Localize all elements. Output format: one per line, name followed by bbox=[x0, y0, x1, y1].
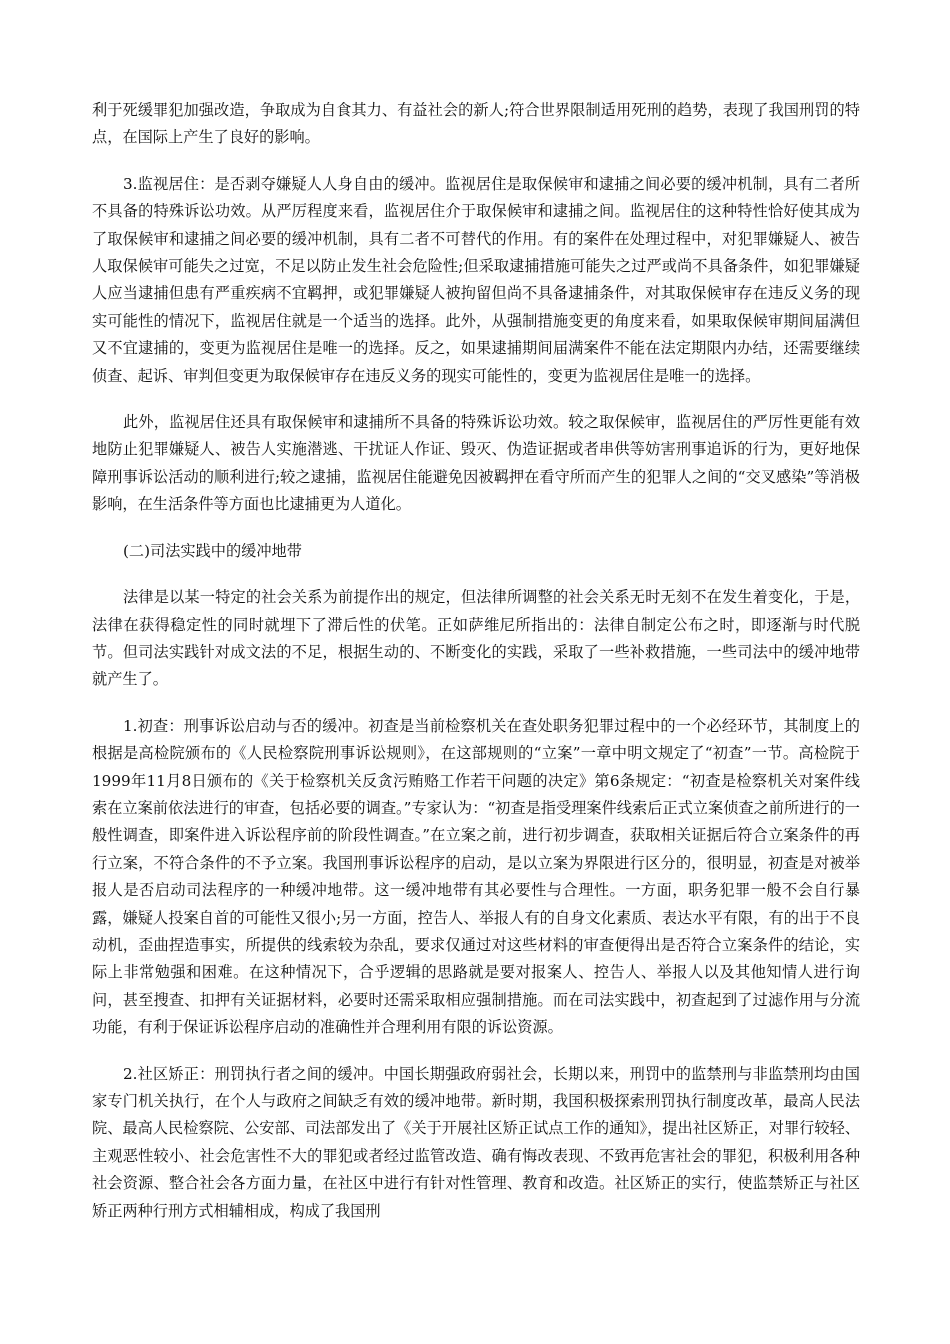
paragraph-residential-surveillance: 3.监视居住：是否剥夺嫌疑人人身自由的缓冲。监视居住是取保候审和逮捕之间必要的缓冲机制，具有二者所不具备的特殊诉讼功效。从严厉程度来看，监视居住介于取保候审和逮捕之间。监视居住的这种特性恰好使其成为了取保候审和逮捕之间必要的缓冲机制，具有二者不可替代的作用。有的案件在处理过程中，对犯罪嫌疑人、被告人取保候审可能失之过宽，不足以防止发生社会危险性;但采取逮捕措施可能失之过严或尚不具备条件，如犯罪嫌疑人应当逮捕但患有严重疾病不宜羁押，或犯罪嫌疑人被拘留但尚不具备逮捕条件，对其取保候审存在违反义务的现实可能性的情况下，监视居住就是一个适当的选择。此外，从强制措施变更的角度来看，如果取保候审期间届满但又不宜逮捕的，变更为监视居住是唯一的选择。反之，如果逮捕期间届满案件不能在法定期限内办结，还需要继续侦查、起诉、审判但变更为取保候审存在违反义务的现实可能性的，变更为监视居住是唯一的选择。 bbox=[92, 174, 860, 385]
paragraph-community-correction: 2.社区矫正：刑罚执行者之间的缓冲。中国长期强政府弱社会，长期以来，刑罚中的监禁刑与非监禁刑均由国家专门机关执行，在个人与政府之间缺乏有效的缓冲地带。新时期，我国积极探索刑罚执行制度改革，最高人民法院、最高人民检察院、公安部、司法部发出了《关于开展社区矫正试点工作的通知》，提出社区矫正，对罪行较轻、主观恶性较小、社会危害性不大的罪犯或者经过监管改造、确有悔改表现、不致再危害社会的罪犯，积极利用各种社会资源、整合社会各方面力量，在社区中进行有针对性管理、教育和改造。社区矫正的实行，使监禁矫正与社区矫正两种行刑方式相辅相成，构成了我国刑 bbox=[92, 1064, 860, 1220]
paragraph-death-penalty-reprieve: 利于死缓罪犯加强改造，争取成为自食其力、有益社会的新人;符合世界限制适用死刑的趋势，表现了我国刑罚的特点，在国际上产生了良好的影响。 bbox=[92, 101, 860, 147]
paragraph-surveillance-functions: 此外，监视居住还具有取保候审和逮捕所不具备的特殊诉讼功效。较之取保候审，监视居住的严厉性更能有效地防止犯罪嫌疑人、被告人实施潜逃、干扰证人作证、毁灭、伪造证据或者串供等妨害刑事追诉的行为，更好地保障刑事诉讼活动的顺利进行;较之逮捕，监视居住能避免因被羁押在看守所而产生的犯罪人之间的“交叉感染”等消极影响，在生活条件等方面也比逮捕更为人道化。 bbox=[92, 413, 860, 514]
paragraph-law-lag: 法律是以某一特定的社会关系为前提作出的规定，但法律所调整的社会关系无时无刻不在发生着变化，于是，法律在获得稳定性的同时就埋下了滞后性的伏笔。正如萨维尼所指出的：法律自制定公布之时，即逐渐与时代脱节。但司法实践针对成文法的不足，根据生动的、不断变化的实践，采取了一些补救措施，一些司法中的缓冲地带就产生了。 bbox=[92, 588, 860, 689]
section-heading-judicial-practice: (二)司法实践中的缓冲地带 bbox=[123, 541, 302, 560]
document-page bbox=[92, 97, 860, 1244]
paragraph-preliminary-investigation: 1.初查：刑事诉讼启动与否的缓冲。初查是当前检察机关在查处职务犯罪过程中的一个必经环节，其制度上的根据是高检院颁布的《人民检察院刑事诉讼规则》，在这部规则的“立案”一章中明文规定了“初查”一节。高检院于1999年11月8日颁布的《关于检察机关反贪污贿赂工作若干问题的决定》第6条规定：“初查是检察机关对案件线索在立案前依法进行的审查，包括必要的调查。”专家认为：“初查是指受理案件线索后正式立案侦查之前所进行的一般性调查，即案件进入诉讼程序前的阶段性调查。”在立案之前，进行初步调查，获取相关证据后符合立案条件的再行立案，不符合条件的不予立案。我国刑事诉讼程序的启动，是以立案为界限进行区分的，很明显，初查是对被举报人是否启动司法程序的一种缓冲地带。这一缓冲地带有其必要性与合理性。一方面，职务犯罪一般不会自行暴露，嫌疑人投案自首的可能性又很小;另一方面，控告人、举报人有的自身文化素质、表达水平有限，有的出于不良动机，歪曲捏造事实，所提供的线索较为杂乱，要求仅通过对这些材料的审查便得出是否符合立案条件的结论，实际上非常勉强和困难。在这种情况下，合乎逻辑的思路就是要对报案人、控告人、举报人以及其他知情人进行询问，甚至搜查、扣押有关证据材料，必要时还需采取相应强制措施。而在司法实践中，初查起到了过滤作用与分流功能，有利于保证诉讼程序启动的准确性并合理利用有限的诉讼资源。 bbox=[92, 716, 860, 1037]
